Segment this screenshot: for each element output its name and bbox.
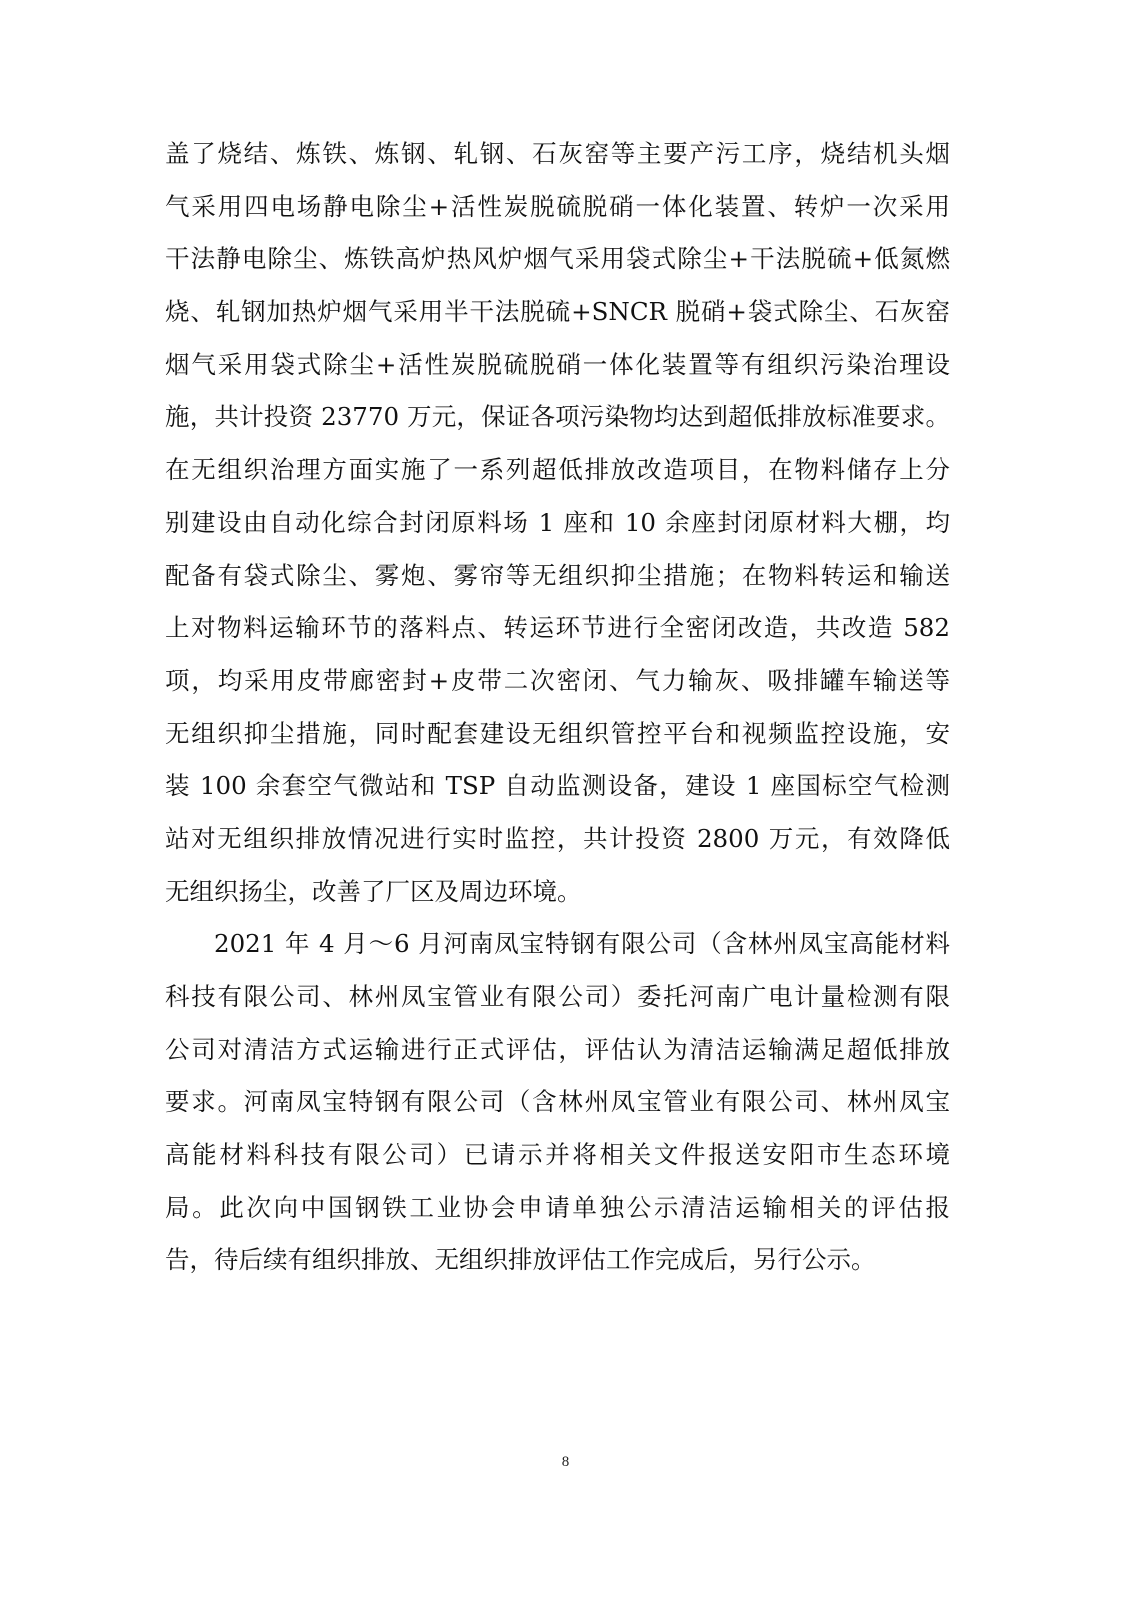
- text-line: 告，待后续有组织排放、无组织排放评估工作完成后，另行公示。: [165, 1245, 876, 1275]
- text-line: 盖了烧结、炼铁、炼钢、轧钢、石灰窑等主要产污工序，烧结机头烟: [165, 139, 950, 168]
- text-line: 无组织抑尘措施，同时配套建设无组织管控平台和视频监控设施，安: [165, 718, 950, 748]
- text-line: 公司对清洁方式运输进行正式评估，评估认为清洁运输满足超低排放: [165, 1034, 950, 1064]
- text-line: 气采用四电场静电除尘+活性炭脱硫脱硝一体化装置、转炉一次采用: [165, 191, 950, 221]
- text-line: 烟气采用袋式除尘+活性炭脱硫脱硝一体化装置等有组织污染治理设: [165, 349, 950, 379]
- text-line: 科技有限公司、林州凤宝管业有限公司）委托河南广电计量检测有限: [165, 982, 950, 1011]
- text-line: 别建设由自动化综合封闭原料场 1 座和 10 余座封闭原材料大棚，均: [165, 507, 950, 537]
- text-line: 无组织扬尘，改善了厂区及周边环境。: [165, 876, 582, 906]
- text-line: 干法静电除尘、炼铁高炉热风炉烟气采用袋式除尘+干法脱硫+低氮燃: [165, 244, 950, 274]
- text-line: 上对物料运输环节的落料点、转运环节进行全密闭改造，共改造 582: [165, 613, 950, 643]
- text-line: 要求。河南凤宝特钢有限公司（含林州凤宝管业有限公司、林州凤宝: [165, 1087, 950, 1117]
- page-number: 8: [561, 1454, 570, 1470]
- body-text: [165, 128, 950, 1287]
- text-line: 配备有袋式除尘、雾炮、雾帘等无组织抑尘措施；在物料转运和输送: [165, 560, 950, 590]
- text-line: 高能材料科技有限公司）已请示并将相关文件报送安阳市生态环境: [165, 1140, 950, 1170]
- text-line: 局。此次向中国钢铁工业协会申请单独公示清洁运输相关的评估报: [165, 1192, 950, 1222]
- text-line: 烧、轧钢加热炉烟气采用半干法脱硫+SNCR 脱硝+袋式除尘、石灰窑: [165, 297, 950, 327]
- text-line: 项，均采用皮带廊密封+皮带二次密闭、气力输灰、吸排罐车输送等: [165, 665, 950, 695]
- paragraph-2: [165, 918, 950, 1287]
- text-line: 施，共计投资 23770 万元，保证各项污染物均达到超低排放标准要求。: [165, 402, 950, 432]
- text-line: 装 100 余套空气微站和 TSP 自动监测设备，建设 1 座国标空气检测: [165, 771, 950, 801]
- text-line: 站对无组织排放情况进行实时监控，共计投资 2800 万元，有效降低: [165, 823, 950, 853]
- paragraph-1: [165, 128, 950, 918]
- text-line: 2021 年 4 月～6 月河南凤宝特钢有限公司（含林州凤宝高能材料: [214, 929, 950, 959]
- text-line: 在无组织治理方面实施了一系列超低排放改造项目，在物料储存上分: [165, 455, 950, 485]
